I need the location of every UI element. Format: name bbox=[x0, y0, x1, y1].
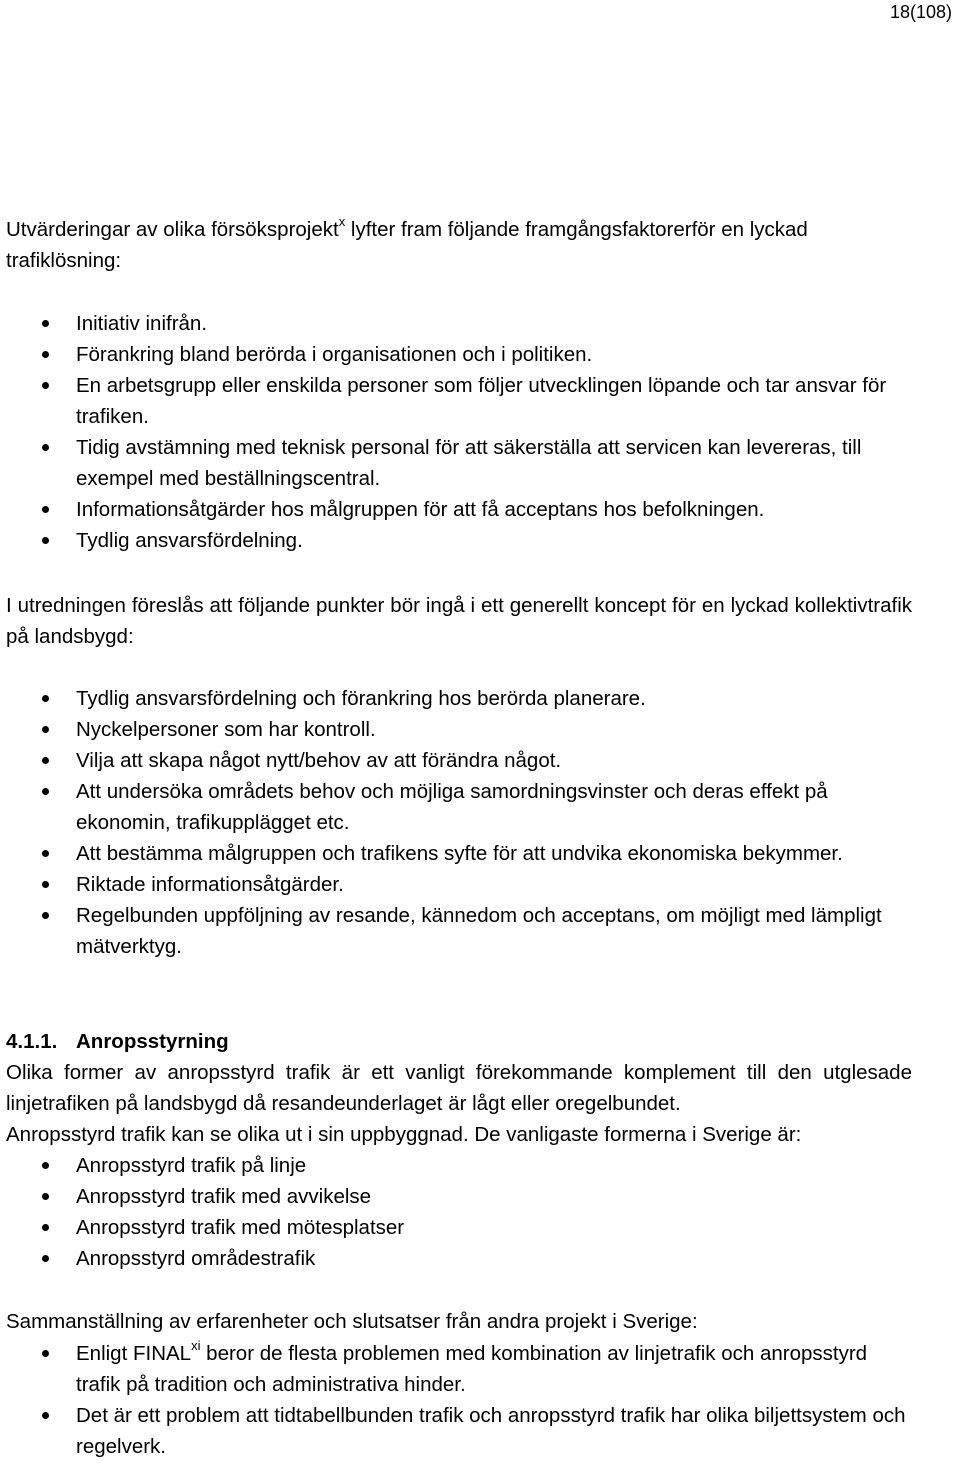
list-item: Regelbunden uppföljning av resande, kännedom och acceptans, om möjligt med lämpligt mätverktyg. bbox=[6, 900, 912, 962]
bullet-icon bbox=[42, 1412, 49, 1419]
list-item: Tydlig ansvarsfördelning och förankring hos berörda planerare. bbox=[6, 683, 912, 714]
intro-paragraph bbox=[6, 214, 912, 276]
list-item: Tidig avstämning med teknisk personal för att säkerställa att servicen kan levereras, till exempel med beställningscentral. bbox=[6, 432, 912, 494]
list-item: Initiativ inifrån. bbox=[6, 308, 912, 339]
list-item: Anropsstyrd trafik på linje bbox=[6, 1150, 912, 1181]
page-number: 18(108) bbox=[889, 2, 952, 22]
bullet-icon bbox=[42, 850, 49, 857]
bullet-icon bbox=[42, 444, 49, 451]
section-paragraph-end: Anropsstyrd trafik kan se olika ut i sin uppbyggnad. De vanligaste formerna i Sverige är: bbox=[6, 1123, 802, 1146]
bullet-icon bbox=[42, 912, 49, 919]
section-heading bbox=[6, 1026, 912, 1057]
list-item: Anropsstyrd trafik med avvikelse bbox=[6, 1181, 912, 1212]
list-item: Informationsåtgärder hos målgruppen för att få acceptans hos befolkningen. bbox=[6, 494, 912, 525]
section-paragraph: Olika former av anropsstyrd trafik är ett vanligt förekommande komplement till den utglesade linjetrafiken på landsbygd då resandeunderlaget är lågt eller oregelbundet. bbox=[6, 1061, 912, 1115]
footnote-ref-x: x bbox=[338, 214, 346, 230]
bullet-icon bbox=[42, 726, 49, 733]
concept-paragraph: I utredningen föreslås att följande punkter bör ingå i ett generellt koncept för en lyckad kollektivtrafik på landsbygd: bbox=[6, 594, 912, 648]
success-factors-list bbox=[6, 308, 912, 556]
list-item: En arbetsgrupp eller enskilda personer som följer utvecklingen löpande och tar ansvar för trafiken. bbox=[6, 370, 912, 432]
bullet-icon bbox=[42, 1255, 49, 1262]
list-item: Att undersöka områdets behov och möjliga samordningsvinster och deras effekt på ekonomin, trafikupplägget etc. bbox=[6, 776, 912, 838]
list-item: Förankring bland berörda i organisationen och i politiken. bbox=[6, 339, 912, 370]
section-number: 4.1.1. bbox=[6, 1030, 58, 1053]
concept-points-list bbox=[6, 683, 912, 962]
bullet-icon bbox=[42, 537, 49, 544]
list-item: Riktade informationsåtgärder. bbox=[6, 869, 912, 900]
footnote-ref-xi: xi bbox=[191, 1338, 201, 1354]
list-item: Att bestämma målgruppen och trafikens syfte för att undvika ekonomiska bekymmer. bbox=[6, 838, 912, 869]
dial-a-ride-forms-list bbox=[6, 1150, 912, 1274]
list-item: Anropsstyrd trafik med mötesplatser bbox=[6, 1212, 912, 1243]
list-item: Tydlig ansvarsfördelning. bbox=[6, 525, 912, 556]
list-item: Vilja att skapa något nytt/behov av att förändra något. bbox=[6, 745, 912, 776]
bullet-icon bbox=[42, 382, 49, 389]
bullet-icon bbox=[42, 1350, 49, 1357]
list-item: Det är ett problem att tidtabellbunden trafik och anropsstyrd trafik har olika biljettsystem och regelverk. bbox=[6, 1400, 912, 1462]
list-item: Enligt FINAL$^{xi}$ beror de flesta problemen med kombination av linjetrafik och anropsstyrd trafik på tradition och administrativa hinder. bbox=[6, 1338, 912, 1400]
bullet-icon bbox=[42, 1193, 49, 1200]
bullet-icon bbox=[42, 506, 49, 513]
bullet-icon bbox=[42, 788, 49, 795]
bullet-icon bbox=[42, 695, 49, 702]
bullet-icon bbox=[42, 757, 49, 764]
bullet-icon bbox=[42, 881, 49, 888]
list-item: Anropsstyrd områdestrafik bbox=[6, 1243, 912, 1274]
summary-paragraph: Sammanställning av erfarenheter och slutsatser från andra projekt i Sverige: bbox=[6, 1310, 698, 1333]
intro-text-cont: lyfter fram följande framgångsfaktorerför en lyckad trafiklösning: bbox=[6, 218, 808, 272]
bullet-icon bbox=[42, 320, 49, 327]
list-item: Nyckelpersoner som har kontroll. bbox=[6, 714, 912, 745]
section-title: Anropsstyrning bbox=[76, 1030, 229, 1053]
bullet-icon bbox=[42, 1224, 49, 1231]
bullet-icon bbox=[42, 1162, 49, 1169]
bullet-icon bbox=[42, 351, 49, 358]
experiences-list bbox=[6, 1338, 912, 1462]
intro-text: Utvärderingar av olika försöksprojekt bbox=[6, 218, 339, 241]
